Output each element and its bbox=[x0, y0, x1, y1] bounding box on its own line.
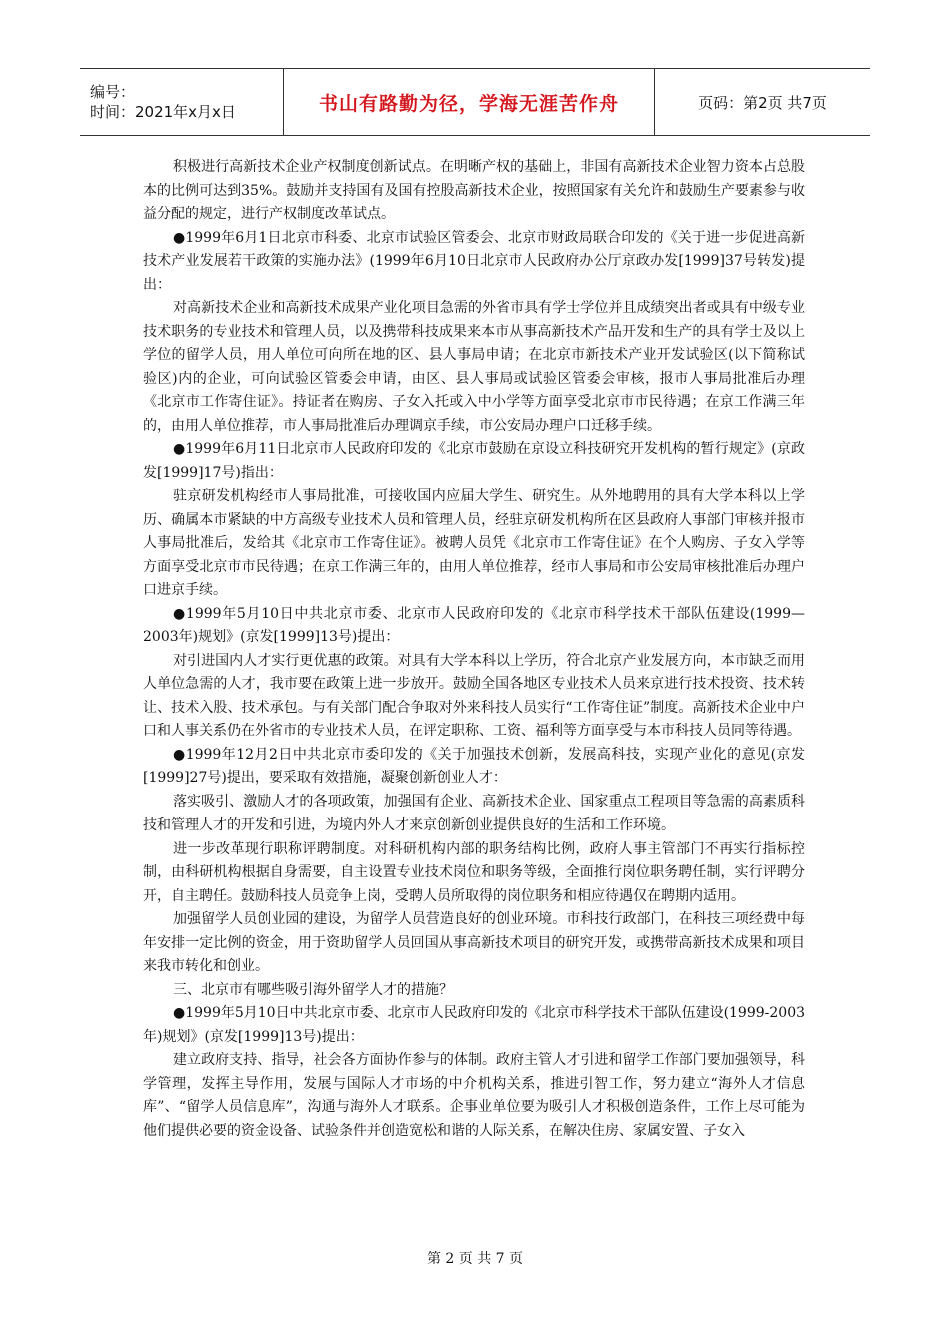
header-meta bbox=[80, 69, 284, 136]
paragraph: 建立政府支持、指导，社会各方面协作参与的体制。政府主管人才引进和留学工作部门要加强领导，科学管理，发挥主导作用，发展与国际人才市场的中介机构关系，推进引智工作，努力建立“海外人才信息库”、“留学人员信息库”，沟通与海外人才联系。企事业单位要为吸引人才积极创造条件，工作上尽可能为他们提供必要的资金设备、试验条件并创造宽松和谐的人际关系，在解决住房、家属安置、子女入 bbox=[143, 1052, 805, 1139]
paragraph: 进一步改革现行职称评聘制度。对科研机构内部的职务结构比例，政府人事主管部门不再实行指标控制，由科研机构根据自身需要，自主设置专业技术岗位和职务等级，全面推行岗位职务聘任制，实行评聘分开，自主聘任。鼓励科技人员竞争上岗，受聘人员所取得的岗位职务和相应待遇仅在聘期内适用。 bbox=[143, 840, 805, 904]
paragraph: 加强留学人员创业园的建设，为留学人员营造良好的创业环境。市科技行政部门，在科技三项经费中每年安排一定比例的资金，用于资助留学人员回国从事高新技术项目的研究开发，或携带高新技术成果和项目来我市转化和创业。 bbox=[143, 911, 805, 974]
document-body bbox=[143, 156, 805, 1143]
header-page-cell bbox=[655, 69, 871, 136]
paragraph: ●1999年12月2日中共北京市委印发的《关于加强技术创新，发展高科技，实现产业化的意见(京发[1999]27号)提出，要采取有效措施，凝聚创新创业人才： bbox=[143, 746, 805, 786]
paragraph: 驻京研发机构经市人事局批准，可接收国内应届大学生、研究生。从外地聘用的具有大学本科以上学历、确属本市紧缺的中方高级专业技术人员和管理人员，经驻京研发机构所在区县政府人事部门审核并报市人事局批准后，发给其《北京市工作寄住证》。被聘人员凭《北京市工作寄住证》在个人购房、子女入学等方面享受北京市市民待遇；在京工作满三年的，由用人单位推荐，经市人事局和市公安局审核批准后办理户口进京手续。 bbox=[143, 488, 805, 598]
paragraph: 落实吸引、激励人才的各项政策，加强国有企业、高新技术企业、国家重点工程项目等急需的高素质科技和管理人才的开发和引进，为境内外人才来京创新创业提供良好的生活和工作环境。 bbox=[143, 793, 805, 833]
paragraph: ●1999年5月10日中共北京市委、北京市人民政府印发的《北京市科学技术干部队伍建设(1999—2003年)规划》(京发[1999]13号)提出： bbox=[143, 605, 805, 645]
document-number-label: 编号： bbox=[90, 83, 136, 101]
paragraph: 对高新技术企业和高新技术成果产业化项目急需的外省市具有学士学位并且成绩突出者或具有中级专业技术职务的专业技术和管理人员，以及携带科技成果来本市从事高新技术产品开发和生产的具有学士及以上学位的留学人员，用人单位可向所在地的区、县人事局申请；在北京市新技术产业开发试验区(以下简称试验区)内的企业，可向试验区管委会申请，由区、县人事局或试验区管委会审核，报市人事局批准后办理《北京市工作寄住证》。持证者在购房、子女入托或入中小学等方面享受北京市市民待遇；在京工作满三年的，由用人单位推荐，市人事局批准后办理调京手续，市公安局办理户口迁移手续。 bbox=[143, 300, 805, 434]
paragraph: 对引进国内人才实行更优惠的政策。对具有大学本科以上学历，符合北京产业发展方向，本市缺乏而用人单位急需的人才，我市要在政策上进一步放开。鼓励全国各地区专业技术人员来京进行技术投资、技术转让、技术入股、技术承包。与有关部门配合争取对外来科技人员实行“工作寄住证”制度。高新技术企业中户口和人事关系仍在外省市的专业技术人员，在评定职称、工资、福利等方面享受与本市科技人员同等待遇。 bbox=[143, 652, 805, 739]
header-motto-cell bbox=[284, 69, 655, 136]
paragraph: ●1999年6月1日北京市科委、北京市试验区管委会、北京市财政局联合印发的《关于进一步促进高新技术产业发展若干政策的实施办法》(1999年6月10日北京市人民政府办公厅京政办发[1999]37号转发)提出： bbox=[143, 229, 805, 293]
page-header bbox=[80, 68, 870, 136]
document-time-label: 时间：2021年x月x日 bbox=[90, 103, 236, 121]
paragraph: 积极进行高新技术企业产权制度创新试点。在明晰产权的基础上，非国有高新技术企业智力资本占总股本的比例可达到35%。鼓励并支持国有及国有控股高新技术企业，按照国家有关允许和鼓励生产要素参与收益分配的规定，进行产权制度改革试点。 bbox=[143, 159, 805, 222]
header-motto: 书山有路勤为径，学海无涯苦作舟 bbox=[318, 92, 619, 115]
paragraph: ●1999年5月10日中共北京市委、北京市人民政府印发的《北京市科学技术干部队伍建设(1999-2003年)规划》(京发[1999]13号)提出： bbox=[143, 1005, 806, 1045]
paragraph: ●1999年6月11日北京市人民政府印发的《北京市鼓励在京设立科技研究开发机构的暂行规定》(京政发[1999]17号)指出： bbox=[143, 441, 805, 481]
header-page-number: 页码：第2页 共7页 bbox=[698, 93, 827, 112]
section-heading: 三、北京市有哪些吸引海外留学人才的措施？ bbox=[173, 981, 453, 998]
page-footer: 第 2 页 共 7 页 bbox=[426, 1251, 524, 1267]
